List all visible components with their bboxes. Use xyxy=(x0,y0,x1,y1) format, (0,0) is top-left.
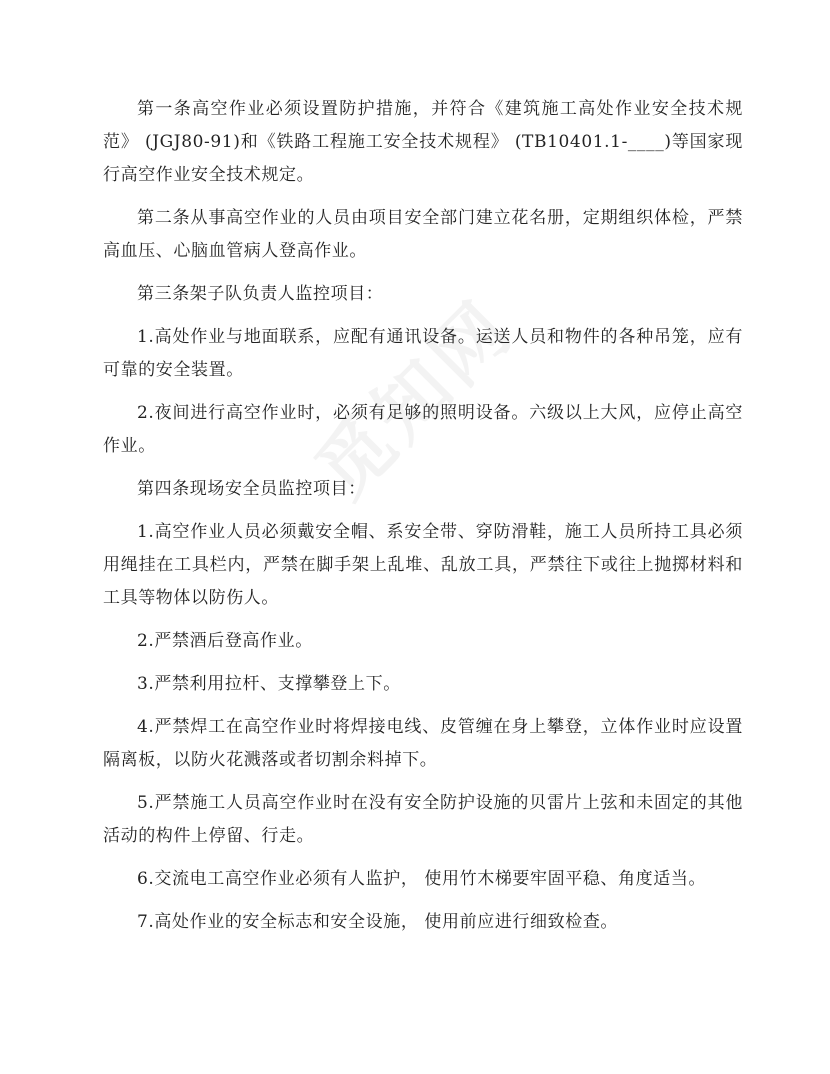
paragraph-article-4-item-4: 4.严禁焊工在高空作业时将焊接电线、皮管缠在身上攀登，立体作业时应设置隔离板，以防火花溅落或者切割余料掉下。 xyxy=(103,717,743,770)
paragraph-article-4-item-3: 3.严禁利用拉杆、支撑攀登上下。 xyxy=(137,674,401,694)
paragraph-article-4-item-5: 5.严禁施工人员高空作业时在没有安全防护设施的贝雷片上弦和未固定的其他活动的构件上停留、行走。 xyxy=(103,793,743,846)
paragraph-article-4-item-1: 1.高空作业人员必须戴安全帽、系安全带、穿防滑鞋，施工人员所持工具必须用绳挂在工具栏内，严禁在脚手架上乱堆、乱放工具，严禁往下或往上抛掷材料和工具等物体以防伤人。 xyxy=(103,522,743,608)
paragraph-article-3-heading: 第三条架子队负责人监控项目： xyxy=(137,284,384,304)
paragraph-article-4-item-7: 7.高处作业的安全标志和安全设施， 使用前应进行细致检查。 xyxy=(137,912,619,932)
document-body xyxy=(103,93,743,949)
paragraph-article-3-item-2: 2.夜间进行高空作业时，必须有足够的照明设备。六级以上大风，应停止高空作业。 xyxy=(103,403,743,456)
paragraph-article-4-item-2: 2.严禁酒后登高作业。 xyxy=(137,631,313,651)
paragraph-article-4-heading: 第四条现场安全员监控项目： xyxy=(137,479,366,499)
paragraph-article-3-item-1: 1.高处作业与地面联系，应配有通讯设备。运送人员和物件的各种吊笼，应有可靠的安全装置。 xyxy=(103,327,743,380)
paragraph-article-1: 第一条高空作业必须设置防护措施，并符合《建筑施工高处作业安全技术规范》 (JGJ80-91)和《铁路工程施工安全技术规程》 (TB10401.1-____)等国家现行高空作业安全技术规定。 xyxy=(103,99,743,185)
paragraph-article-4-item-6: 6.交流电工高空作业必须有人监护， 使用竹木梯要牢固平稳、角度适当。 xyxy=(137,869,707,889)
paragraph-article-2: 第二条从事高空作业的人员由项目安全部门建立花名册，定期组织体检，严禁高血压、心脑血管病人登高作业。 xyxy=(103,208,743,261)
